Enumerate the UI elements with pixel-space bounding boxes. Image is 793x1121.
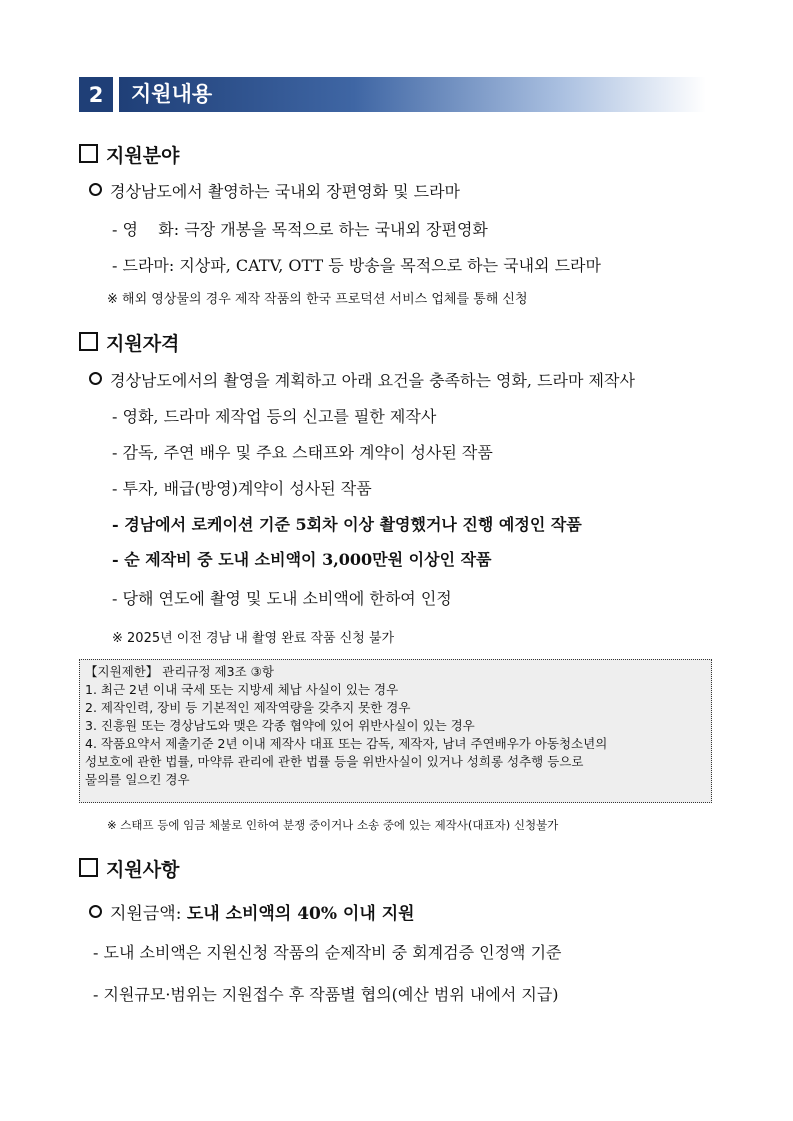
restriction-line: 성보호에 관한 법률, 마약류 관리에 관한 법률 등을 위반사실이 있거나 성희롱 성추행 등으로 — [85, 754, 584, 769]
support-details-item: - 도내 소비액은 지원신청 작품의 순제작비 중 회계검증 인정액 기준 — [93, 943, 562, 962]
support-details-heading: 지원사항 — [79, 855, 179, 882]
eligibility-item: - 당해 연도에 촬영 및 도내 소비액에 한하여 인정 — [112, 589, 452, 608]
restriction-line: 4. 작품요약서 제출기준 2년 이내 제작사 대표 또는 감독, 제작자, 남녀 주연배우가 아동청소년의 — [85, 736, 608, 751]
eligibility-item: - 감독, 주연 배우 및 주요 스태프와 계약이 성사된 작품 — [112, 443, 493, 462]
checkbox-square-icon — [79, 858, 98, 877]
section-title-bar — [119, 77, 706, 112]
support-field-item: - 영 화: 극장 개봉을 목적으로 하는 국내외 장편영화 — [112, 220, 488, 239]
section-title: 지원내용 — [131, 82, 213, 106]
support-amount — [89, 899, 415, 924]
support-field-heading: 지원분야 — [79, 141, 179, 168]
checkbox-square-icon — [79, 144, 98, 163]
eligibility-heading: 지원자격 — [79, 329, 179, 356]
support-amount-label: 지원금액: — [110, 904, 182, 924]
circle-bullet-icon — [89, 183, 102, 196]
eligibility-note: ※ 2025년 이전 경남 내 촬영 완료 작품 신청 불가 — [112, 631, 395, 646]
restriction-line: 3. 진흥원 또는 경상남도와 맺은 각종 협약에 있어 위반사실이 있는 경우 — [85, 718, 475, 733]
restriction-line: 물의를 일으킨 경우 — [85, 772, 190, 787]
support-field-main: 경상남도에서 촬영하는 국내외 장편영화 및 드라마 — [89, 179, 460, 202]
support-amount-value: 도내 소비액의 40% 이내 지원 — [186, 904, 415, 924]
checkbox-square-icon — [79, 332, 98, 351]
restriction-title: 【지원제한】 관리규정 제3조 ③항 — [85, 664, 274, 679]
eligibility-item-emphasis: - 경남에서 로케이션 기준 5회차 이상 촬영했거나 진행 예정인 작품 — [112, 515, 582, 534]
support-field-note: ※ 해외 영상물의 경우 제작 작품의 한국 프로덕션 서비스 업체를 통해 신청 — [107, 292, 528, 307]
eligibility-item: - 영화, 드라마 제작업 등의 신고를 필한 제작사 — [112, 407, 437, 426]
restriction-box — [79, 659, 712, 803]
section-number: 2 — [79, 77, 113, 112]
circle-bullet-icon — [89, 905, 102, 918]
section-header — [79, 77, 706, 112]
eligibility-item: - 투자, 배급(방영)계약이 성사된 작품 — [112, 479, 372, 498]
restriction-line: 2. 제작인력, 장비 등 기본적인 제작역량을 갖추지 못한 경우 — [85, 700, 411, 715]
restriction-line: 1. 최근 2년 이내 국세 또는 지방세 체납 사실이 있는 경우 — [85, 682, 399, 697]
restriction-note: ※ 스태프 등에 임금 체불로 인하여 분쟁 중이거나 소송 중에 있는 제작사(대표자) 신청불가 — [107, 818, 559, 832]
eligibility-main: 경상남도에서의 촬영을 계획하고 아래 요건을 충족하는 영화, 드라마 제작사 — [89, 368, 635, 391]
support-details-item: - 지원규모·범위는 지원접수 후 작품별 협의(예산 범위 내에서 지급) — [93, 985, 559, 1004]
circle-bullet-icon — [89, 372, 102, 385]
eligibility-item-emphasis: - 순 제작비 중 도내 소비액이 3,000만원 이상인 작품 — [112, 550, 492, 569]
support-field-item: - 드라마: 지상파, CATV, OTT 등 방송을 목적으로 하는 국내외 드라마 — [112, 256, 601, 275]
